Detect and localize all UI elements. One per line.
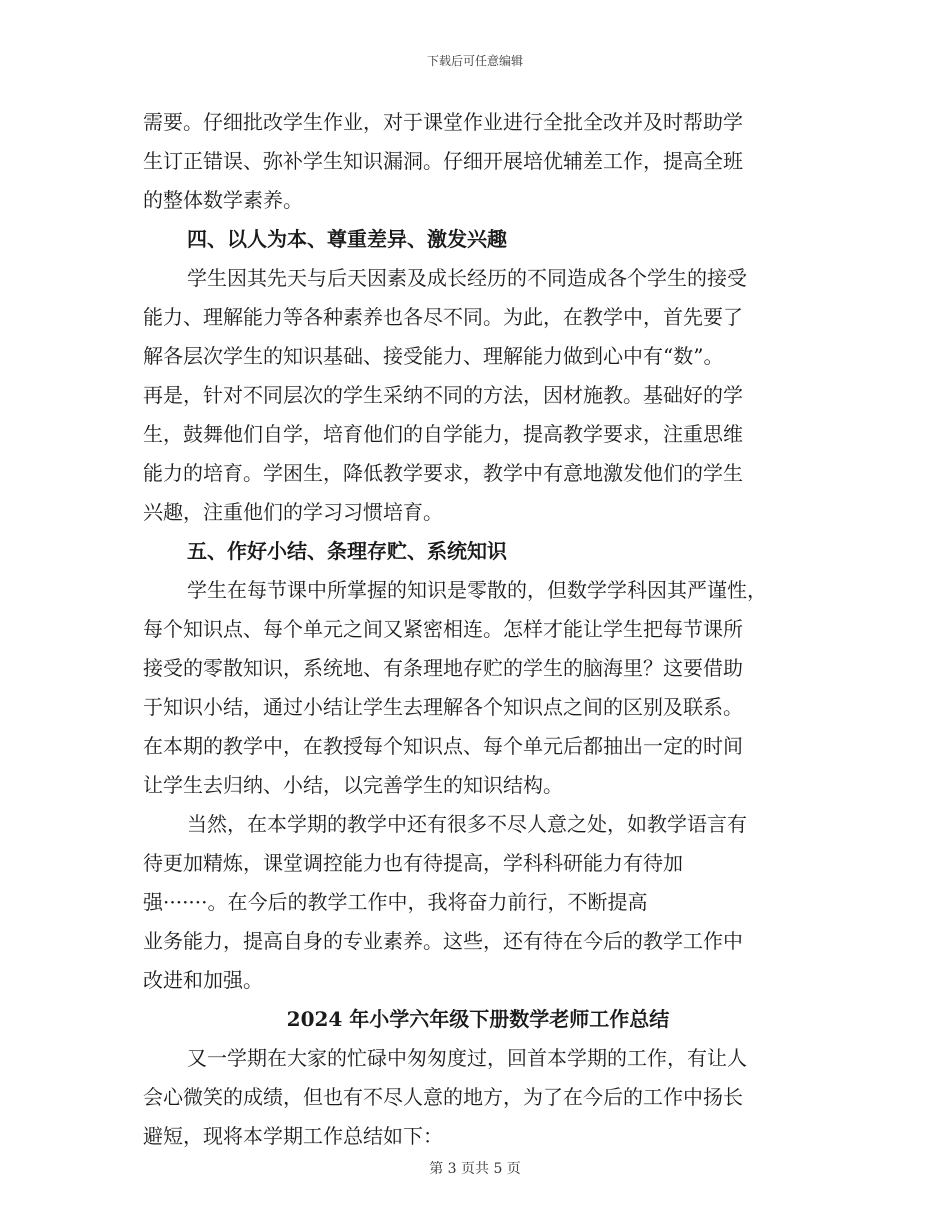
text-line-1: 需要。仔细批改学生作业，对于课堂作业进行全批全改并及时帮助学 — [143, 110, 743, 134]
text-line-20: 待更加精炼，课堂调控能力也有待提高，学科科研能力有待加 — [143, 851, 683, 875]
text-line-18: 让学生去归纳、小结，以完善学生的知识结构。 — [143, 773, 563, 797]
text-line-8: 再是，针对不同层次的学生采纳不同的方法，因材施教。基础好的学 — [143, 383, 743, 407]
page-header: 下载后可任意编辑 — [426, 54, 523, 68]
text-line-11: 兴趣，注重他们的学习习惯培育。 — [143, 500, 443, 524]
text-line-21: 强·······。在今后的教学工作中，我将奋力前行，不断提高 — [143, 890, 648, 914]
text-line-26: 会心微笑的成绩，但也有不尽人意的地方，为了在今后的工作中扬长 — [143, 1085, 743, 1109]
text-line-17: 在本期的教学中，在教授每个知识点、每个单元后都抽出一定的时间 — [143, 734, 743, 758]
text-line-3: 的整体数学素养。 — [143, 188, 303, 212]
text-line-7: 解各层次学生的知识基础、接受能力、理解能力做到心中有“数”。 — [143, 344, 724, 368]
text-line-23: 改进和加强。 — [143, 968, 263, 992]
text-line-9: 生，鼓舞他们自学，培育他们的自学能力，提高教学要求，注重思维 — [143, 422, 743, 446]
text-line-19: 当然，在本学期的教学中还有很多不尽人意之处，如教学语言有 — [187, 812, 747, 836]
text-line-25: 又一学期在大家的忙碌中匆匆度过，回首本学期的工作，有让人 — [187, 1046, 747, 1070]
text-line-15: 接受的零散知识，系统地、有条理地存贮的学生的脑海里？这要借助 — [143, 656, 743, 680]
text-line-10: 能力的培育。学困生，降低教学要求，教学中有意地激发他们的学生 — [143, 461, 743, 485]
text-line-5: 学生因其先天与后天因素及成长经历的不同造成各个学生的接受 — [187, 266, 747, 290]
document-body — [143, 103, 803, 1156]
page-footer: 第 3 页共 5 页 — [429, 1161, 521, 1177]
text-line-27: 避短，现将本学期工作总结如下： — [143, 1124, 443, 1148]
text-line-13: 学生在每节课中所掌握的知识是零散的，但数学学科因其严谨性， — [187, 578, 767, 602]
section-heading-5: 五、作好小结、条理存贮、系统知识 — [187, 539, 507, 563]
text-line-22: 业务能力，提高自身的专业素养。这些，还有待在今后的教学工作中 — [143, 929, 743, 953]
text-line-2: 生订正错误、弥补学生知识漏洞。仔细开展培优辅差工作，提高全班 — [143, 149, 743, 173]
text-line-6: 能力、理解能力等各种素养也各尽不同。为此，在教学中，首先要了 — [143, 305, 743, 329]
section-heading-4: 四、以人为本、尊重差异、激发兴趣 — [187, 227, 507, 251]
text-line-14: 每个知识点、每个单元之间又紧密相连。怎样才能让学生把每节课所 — [143, 617, 743, 641]
document-title: 2024 年小学六年级下册数学老师工作总结 — [286, 1007, 670, 1031]
text-line-16: 于知识小结，通过小结让学生去理解各个知识点之间的区别及联系。 — [143, 695, 743, 719]
